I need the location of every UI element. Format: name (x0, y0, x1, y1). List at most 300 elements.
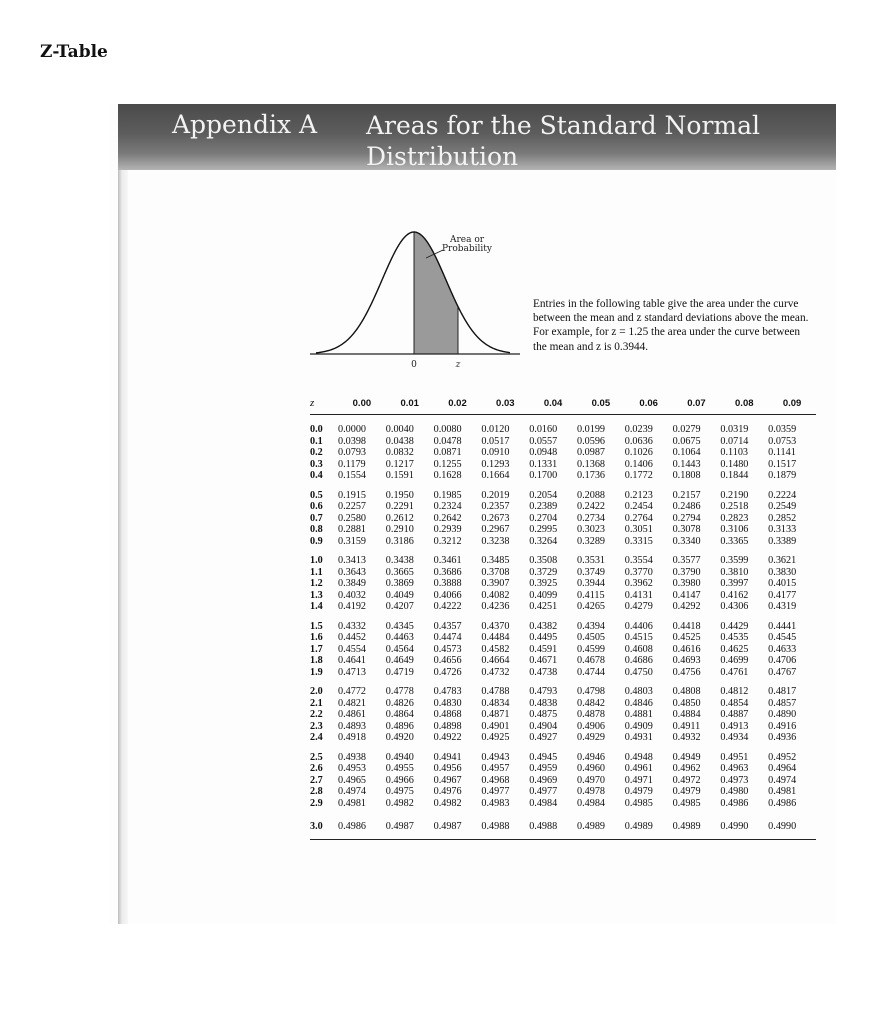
area-cell: 0.4983 (481, 797, 510, 809)
area-cell: 0.4864 (385, 709, 414, 721)
z-value-cell: 2.3 (310, 720, 323, 732)
area-cell: 0.4952 (768, 751, 797, 763)
area-cell: 0.4484 (481, 632, 510, 644)
area-cell: 0.4474 (433, 632, 462, 644)
area-cell: 0.4738 (529, 666, 558, 678)
area-cell: 0.4943 (481, 751, 510, 763)
table-row (310, 459, 816, 471)
area-cell: 0.0871 (433, 447, 462, 459)
area-cell: 0.2995 (529, 524, 558, 536)
area-cell: 0.4980 (720, 786, 749, 798)
area-cell: 0.4394 (576, 620, 605, 632)
table-row (310, 567, 816, 579)
area-cell: 0.4955 (385, 763, 414, 775)
area-cell: 0.4906 (576, 720, 605, 732)
area-cell: 0.4591 (529, 643, 558, 655)
area-cell: 0.4913 (720, 720, 749, 732)
area-cell: 0.4927 (529, 732, 558, 744)
area-cell: 0.2019 (481, 489, 510, 501)
area-cell: 0.0478 (433, 435, 462, 447)
area-cell: 0.4973 (720, 774, 749, 786)
area-cell: 0.4686 (624, 655, 653, 667)
area-cell: 0.2881 (338, 524, 367, 536)
area-cell: 0.4265 (576, 601, 605, 613)
area-cell: 0.0438 (385, 435, 414, 447)
area-cell: 0.4099 (529, 589, 558, 601)
area-cell: 0.2422 (576, 501, 605, 513)
area-cell: 0.2704 (529, 512, 558, 524)
z-value-cell: 1.7 (310, 643, 323, 655)
area-cell: 0.1217 (385, 458, 414, 470)
table-row (310, 644, 816, 656)
area-cell: 0.4948 (624, 751, 653, 763)
z-value-cell: 0.4 (310, 470, 323, 482)
area-cell: 0.4251 (529, 601, 558, 613)
area-cell: 0.4573 (433, 643, 462, 655)
area-cell: 0.4962 (672, 763, 701, 775)
area-cell: 0.2389 (529, 501, 558, 513)
area-cell: 0.4452 (338, 632, 367, 644)
table-body (310, 415, 816, 840)
area-cell: 0.2357 (481, 501, 510, 513)
area-cell: 0.4970 (576, 774, 605, 786)
area-cell: 0.2764 (624, 512, 653, 524)
area-cell: 0.4292 (672, 601, 701, 613)
area-cell: 0.4953 (338, 763, 367, 775)
area-cell: 0.3869 (385, 578, 414, 590)
table-row (310, 798, 816, 810)
area-cell: 0.4115 (576, 589, 605, 601)
z-value-cell: 1.8 (310, 655, 323, 667)
area-cell: 0.4429 (720, 620, 749, 632)
z-value-cell: 2.5 (310, 751, 323, 763)
area-cell: 0.4976 (433, 786, 462, 798)
area-cell: 0.4783 (433, 686, 462, 698)
column-header: 0.08 (720, 392, 768, 415)
z-value-cell: 0.9 (310, 535, 323, 547)
area-cell: 0.3315 (624, 535, 653, 547)
area-cell: 0.4545 (768, 632, 797, 644)
column-header: 0.06 (625, 392, 673, 415)
area-cell: 0.2324 (433, 501, 462, 513)
area-cell: 0.4719 (385, 666, 414, 678)
area-cell: 0.2454 (624, 501, 653, 513)
area-cell: 0.3621 (768, 555, 797, 567)
table-row (310, 601, 816, 613)
z-value-cell: 2.9 (310, 797, 323, 809)
area-cell: 0.1064 (672, 447, 701, 459)
area-cell: 0.4495 (529, 632, 558, 644)
area-cell: 0.1879 (768, 470, 797, 482)
area-cell: 0.4817 (768, 686, 797, 698)
area-cell: 0.4901 (481, 720, 510, 732)
area-cell: 0.1406 (624, 458, 653, 470)
area-cell: 0.3980 (672, 578, 701, 590)
table-row (310, 447, 816, 459)
area-cell: 0.1985 (433, 489, 462, 501)
table-row (310, 590, 816, 602)
area-cell: 0.3599 (720, 555, 749, 567)
area-cell: 0.4938 (338, 751, 367, 763)
area-cell: 0.4982 (385, 797, 414, 809)
area-cell: 0.1368 (576, 458, 605, 470)
table-row (310, 732, 816, 744)
area-cell: 0.4808 (672, 686, 701, 698)
area-cell: 0.4177 (768, 589, 797, 601)
area-cell: 0.4986 (720, 797, 749, 809)
area-cell: 0.4826 (385, 697, 414, 709)
area-cell: 0.4505 (576, 632, 605, 644)
area-cell: 0.3133 (768, 524, 797, 536)
z-value-cell: 2.1 (310, 697, 323, 709)
area-cell: 0.4957 (481, 763, 510, 775)
z-value-cell: 1.5 (310, 620, 323, 632)
z-value-cell: 3.0 (310, 809, 338, 839)
table-row (310, 709, 816, 721)
table-row (310, 744, 816, 764)
area-cell: 0.4131 (624, 589, 653, 601)
z-column-header: z (310, 392, 338, 415)
area-cell: 0.1844 (720, 470, 749, 482)
z-value-cell: 1.3 (310, 589, 323, 601)
area-cell: 0.4965 (338, 774, 367, 786)
area-cell: 0.0239 (624, 424, 653, 436)
area-cell: 0.4732 (481, 666, 510, 678)
area-cell: 0.4842 (576, 697, 605, 709)
area-cell: 0.4875 (529, 709, 558, 721)
area-cell: 0.4985 (672, 797, 701, 809)
z-value-cell: 1.0 (310, 555, 323, 567)
area-cell: 0.4649 (385, 655, 414, 667)
area-cell: 0.1915 (338, 489, 367, 501)
area-cell: 0.4554 (338, 643, 367, 655)
column-header: 0.09 (768, 392, 816, 415)
area-cell: 0.2967 (481, 524, 510, 536)
area-cell: 0.4898 (433, 720, 462, 732)
area-cell: 0.4803 (624, 686, 653, 698)
area-cell: 0.4896 (385, 720, 414, 732)
area-cell: 0.4382 (529, 620, 558, 632)
area-cell: 0.4772 (338, 686, 367, 698)
table-row (310, 698, 816, 710)
area-cell: 0.0398 (338, 435, 367, 447)
area-cell: 0.0279 (672, 424, 701, 436)
area-cell: 0.1950 (385, 489, 414, 501)
z-value-cell: 0.0 (310, 424, 323, 436)
area-cell: 0.4535 (720, 632, 749, 644)
column-header: 0.00 (338, 392, 386, 415)
area-cell: 0.4956 (433, 763, 462, 775)
z-value-cell: 2.0 (310, 686, 323, 698)
area-cell: 0.4946 (576, 751, 605, 763)
appendix-label: Appendix A (172, 110, 318, 139)
area-cell: 0.4981 (768, 786, 797, 798)
area-cell: 0.4949 (672, 751, 701, 763)
area-cell: 0.4750 (624, 666, 653, 678)
area-cell: 0.4986 (338, 809, 386, 839)
area-cell: 0.0636 (624, 435, 653, 447)
area-cell: 0.4162 (720, 589, 749, 601)
z-value-cell: 1.4 (310, 601, 323, 613)
area-cell: 0.4989 (625, 809, 673, 839)
z-value-cell: 1.2 (310, 578, 323, 590)
area-cell: 0.1255 (433, 458, 462, 470)
area-cell: 0.3686 (433, 566, 462, 578)
area-cell: 0.4977 (529, 786, 558, 798)
area-cell: 0.4798 (576, 686, 605, 698)
area-cell: 0.4066 (433, 589, 462, 601)
area-cell: 0.3810 (720, 566, 749, 578)
area-cell: 0.4967 (433, 774, 462, 786)
z-value-cell: 1.1 (310, 566, 323, 578)
z-value-cell: 2.8 (310, 786, 323, 798)
table-row (310, 667, 816, 679)
table-row (310, 775, 816, 787)
area-cell: 0.2518 (720, 501, 749, 513)
area-cell: 0.4936 (768, 732, 797, 744)
area-cell: 0.4977 (481, 786, 510, 798)
table-row (310, 436, 816, 448)
area-cell: 0.3051 (624, 524, 653, 536)
area-cell: 0.2486 (672, 501, 701, 513)
area-cell: 0.3729 (529, 566, 558, 578)
area-cell: 0.3023 (576, 524, 605, 536)
area-cell: 0.4989 (577, 809, 625, 839)
z-value-cell: 1.9 (310, 666, 323, 678)
area-cell: 0.4616 (672, 643, 701, 655)
z-value-cell: 0.3 (310, 458, 323, 470)
appendix-title: Areas for the Standard Normal Distribution (366, 111, 761, 171)
area-cell: 0.4699 (720, 655, 749, 667)
area-cell: 0.4974 (768, 774, 797, 786)
axis-z-label: z (455, 360, 461, 370)
area-cell: 0.4664 (481, 655, 510, 667)
area-cell: 0.3577 (672, 555, 701, 567)
area-cell: 0.4744 (576, 666, 605, 678)
area-cell: 0.3925 (529, 578, 558, 590)
area-cell: 0.4854 (720, 697, 749, 709)
area-cell: 0.4990 (768, 809, 816, 839)
area-cell: 0.0080 (433, 424, 462, 436)
area-cell: 0.4192 (338, 601, 367, 613)
area-cell: 0.1700 (529, 470, 558, 482)
page-label: Z-Table (40, 42, 108, 62)
table-row (310, 524, 816, 536)
area-cell: 0.4726 (433, 666, 462, 678)
area-cell: 0.4932 (672, 732, 701, 744)
area-cell: 0.4987 (386, 809, 434, 839)
column-header: 0.01 (386, 392, 434, 415)
area-cell: 0.4964 (768, 763, 797, 775)
area-cell: 0.4963 (720, 763, 749, 775)
binding-shadow (118, 104, 128, 924)
area-cell: 0.2939 (433, 524, 462, 536)
area-cell: 0.1664 (481, 470, 510, 482)
column-header: 0.07 (673, 392, 721, 415)
area-cell: 0.3389 (768, 535, 797, 547)
area-cell: 0.4940 (385, 751, 414, 763)
area-cell: 0.4406 (624, 620, 653, 632)
area-cell: 0.1293 (481, 458, 510, 470)
area-cell: 0.0120 (481, 424, 510, 436)
area-cell: 0.4357 (433, 620, 462, 632)
area-cell: 0.3485 (481, 555, 510, 567)
area-cell: 0.1628 (433, 470, 462, 482)
area-cell: 0.3944 (576, 578, 605, 590)
area-cell: 0.1480 (720, 458, 749, 470)
table-row (310, 547, 816, 567)
area-cell: 0.2673 (481, 512, 510, 524)
area-cell: 0.4951 (720, 751, 749, 763)
area-cell: 0.3186 (385, 535, 414, 547)
area-cell: 0.3554 (624, 555, 653, 567)
area-cell: 0.4608 (624, 643, 653, 655)
z-table (310, 392, 816, 840)
area-cell: 0.4945 (529, 751, 558, 763)
area-cell: 0.4988 (529, 809, 577, 839)
area-cell: 0.4525 (672, 632, 701, 644)
area-cell: 0.4332 (338, 620, 367, 632)
area-cell: 0.4969 (529, 774, 558, 786)
area-cell: 0.1103 (720, 447, 749, 459)
area-cell: 0.2642 (433, 512, 462, 524)
area-cell: 0.2549 (768, 501, 797, 513)
area-cell: 0.4904 (529, 720, 558, 732)
area-cell: 0.4515 (624, 632, 653, 644)
area-cell: 0.4370 (481, 620, 510, 632)
area-cell: 0.3212 (433, 535, 462, 547)
area-cell: 0.4960 (576, 763, 605, 775)
area-cell: 0.4878 (576, 709, 605, 721)
area-cell: 0.4082 (481, 589, 510, 601)
area-cell: 0.4982 (433, 797, 462, 809)
table-row (310, 501, 816, 513)
area-cell: 0.4671 (529, 655, 558, 667)
area-cell: 0.3790 (672, 566, 701, 578)
area-cell: 0.3238 (481, 535, 510, 547)
area-cell: 0.4463 (385, 632, 414, 644)
area-cell: 0.4984 (529, 797, 558, 809)
area-cell: 0.0319 (720, 424, 749, 436)
area-cell: 0.4319 (768, 601, 797, 613)
area-cell: 0.4032 (338, 589, 367, 601)
area-cell: 0.0040 (385, 424, 414, 436)
area-cell: 0.4881 (624, 709, 653, 721)
z-value-cell: 0.2 (310, 447, 323, 459)
area-cell: 0.1808 (672, 470, 701, 482)
area-cell: 0.3289 (576, 535, 605, 547)
area-cell: 0.1331 (529, 458, 558, 470)
area-cell: 0.2612 (385, 512, 414, 524)
area-cell: 0.4890 (768, 709, 797, 721)
area-cell: 0.1179 (338, 458, 366, 470)
table-row (310, 513, 816, 525)
area-cell: 0.4812 (720, 686, 749, 698)
area-cell: 0.4974 (338, 786, 367, 798)
area-cell: 0.4989 (673, 809, 721, 839)
area-cell: 0.3508 (529, 555, 558, 567)
area-cell: 0.4868 (433, 709, 462, 721)
area-cell: 0.3264 (529, 535, 558, 547)
area-probability-label (442, 236, 492, 254)
area-cell: 0.4968 (481, 774, 510, 786)
area-cell: 0.0596 (576, 435, 605, 447)
area-cell: 0.3962 (624, 578, 653, 590)
area-cell: 0.4788 (481, 686, 510, 698)
area-cell: 0.4979 (672, 786, 701, 798)
area-cell: 0.4838 (529, 697, 558, 709)
area-cell: 0.2224 (768, 489, 797, 501)
table-row (310, 415, 816, 436)
area-cell: 0.4222 (433, 601, 462, 613)
area-cell: 0.4850 (672, 697, 701, 709)
area-cell: 0.4988 (481, 809, 529, 839)
table-row (310, 578, 816, 590)
area-cell: 0.4959 (529, 763, 558, 775)
area-cell: 0.4207 (385, 601, 414, 613)
area-cell: 0.4656 (433, 655, 462, 667)
area-cell: 0.4049 (385, 589, 414, 601)
area-cell: 0.2088 (576, 489, 605, 501)
area-cell: 0.4911 (672, 720, 701, 732)
column-header: 0.04 (529, 392, 577, 415)
area-cell: 0.4887 (720, 709, 749, 721)
area-cell: 0.2580 (338, 512, 367, 524)
area-cell: 0.4713 (338, 666, 367, 678)
area-cell: 0.4925 (481, 732, 510, 744)
area-cell: 0.4893 (338, 720, 367, 732)
table-row (310, 721, 816, 733)
table-row (310, 482, 816, 502)
area-cell: 0.0753 (768, 435, 797, 447)
area-cell: 0.4767 (768, 666, 797, 678)
area-cell: 0.2190 (720, 489, 749, 501)
area-cell: 0.3888 (433, 578, 462, 590)
z-value-cell: 0.7 (310, 512, 323, 524)
area-cell: 0.1141 (768, 447, 796, 459)
area-cell: 0.4633 (768, 643, 797, 655)
area-cell: 0.4279 (624, 601, 653, 613)
area-cell: 0.4761 (720, 666, 749, 678)
area-cell: 0.3830 (768, 566, 797, 578)
area-cell: 0.3106 (720, 524, 749, 536)
area-cell: 0.3665 (385, 566, 414, 578)
table-header-row (310, 392, 816, 415)
area-cell: 0.4931 (624, 732, 653, 744)
area-cell: 0.2794 (672, 512, 701, 524)
area-cell: 0.0910 (481, 447, 510, 459)
area-cell: 0.4441 (768, 620, 797, 632)
z-value-cell: 1.6 (310, 632, 323, 644)
area-cell: 0.4929 (576, 732, 605, 744)
area-cell: 0.4979 (624, 786, 653, 798)
area-cell: 0.0948 (529, 447, 558, 459)
area-cell: 0.0160 (529, 424, 558, 436)
area-cell: 0.3340 (672, 535, 701, 547)
area-cell: 0.4975 (385, 786, 414, 798)
area-cell: 0.4756 (672, 666, 701, 678)
area-cell: 0.4871 (481, 709, 510, 721)
area-cell: 0.2257 (338, 501, 367, 513)
area-cell: 0.1772 (624, 470, 653, 482)
area-cell: 0.1554 (338, 470, 367, 482)
area-label-line2: Probability (442, 244, 493, 254)
area-cell: 0.2823 (720, 512, 749, 524)
column-header: 0.05 (577, 392, 625, 415)
area-cell: 0.4916 (768, 720, 797, 732)
table-row (310, 809, 816, 839)
area-cell: 0.3849 (338, 578, 367, 590)
